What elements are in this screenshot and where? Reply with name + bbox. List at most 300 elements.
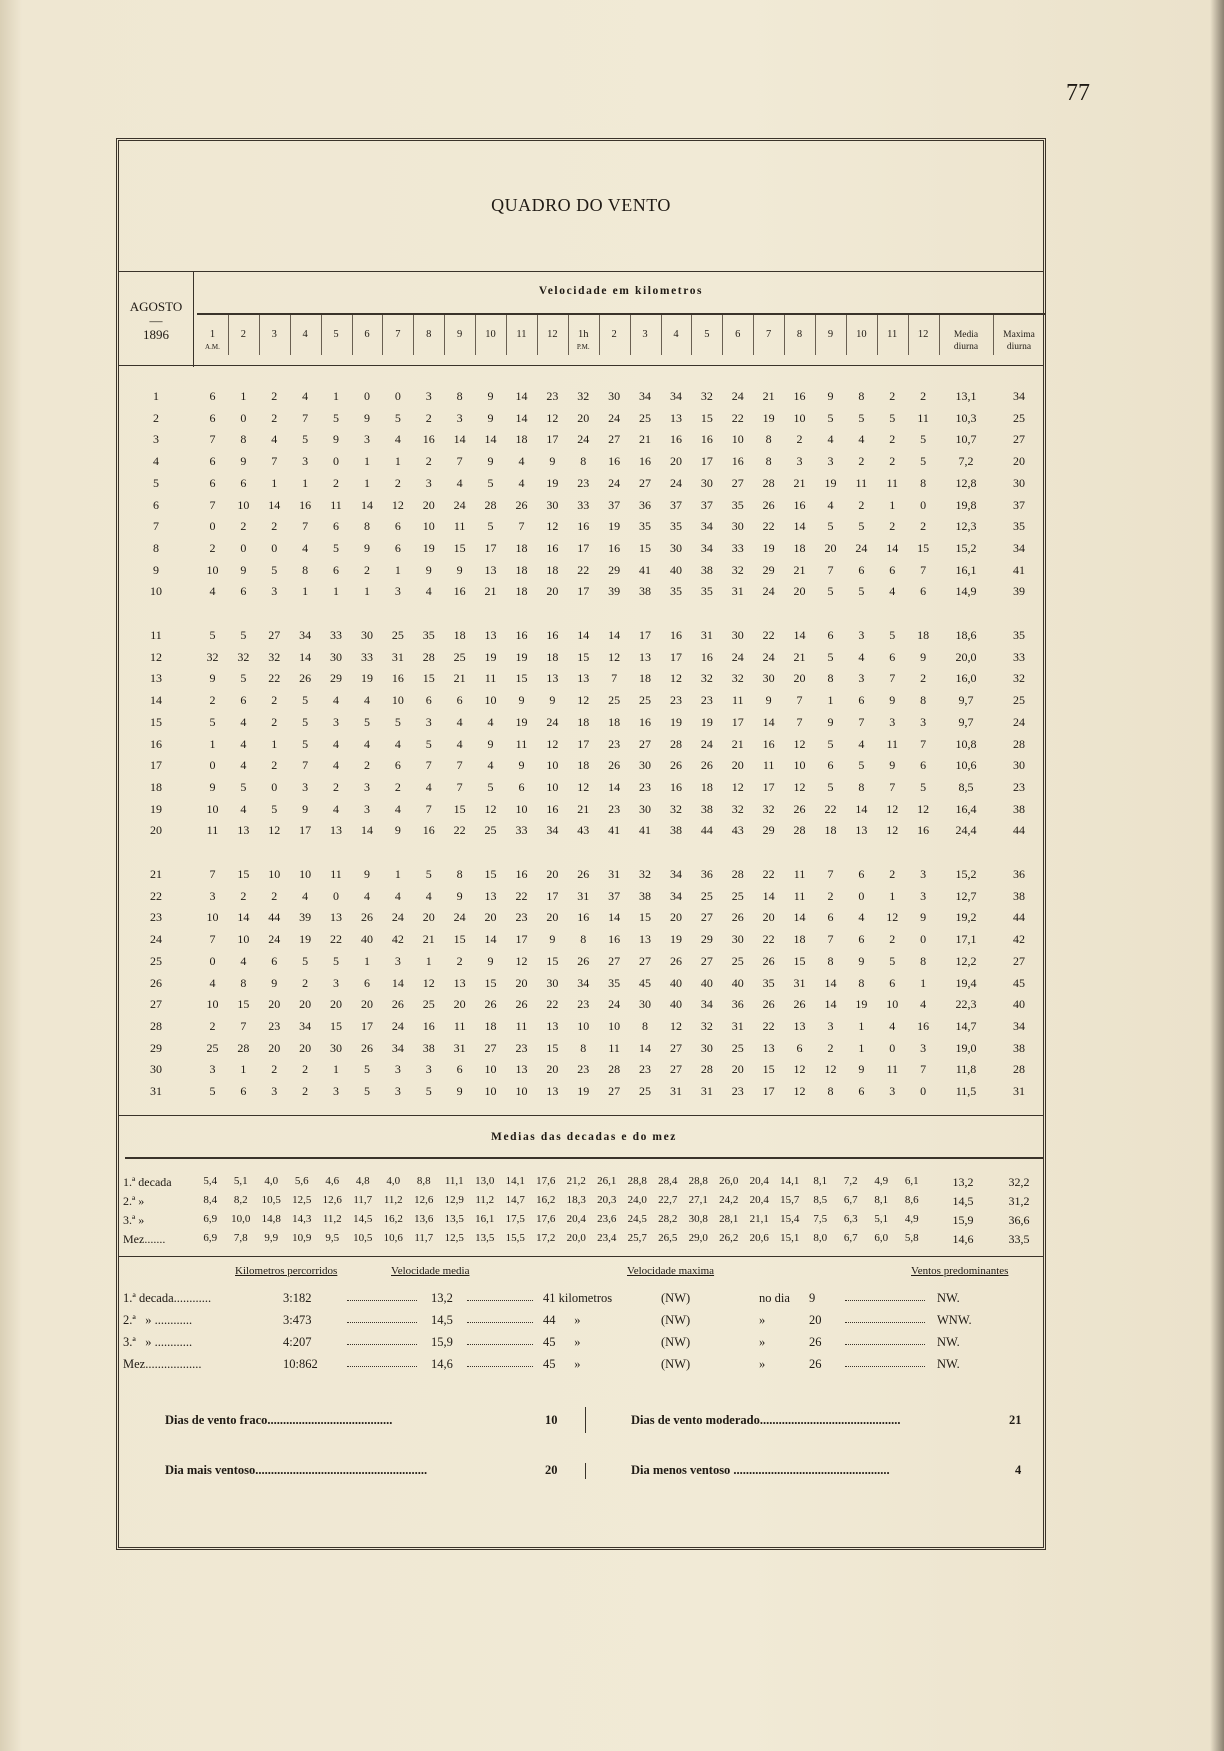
table-cell: 41 bbox=[639, 562, 652, 577]
table-cell: 5 bbox=[209, 1084, 216, 1098]
table-cell: 16,1 bbox=[955, 562, 977, 577]
table-cell: 4 bbox=[394, 432, 401, 447]
table-cell: 34 bbox=[546, 823, 559, 838]
day-number: 25 bbox=[150, 953, 162, 968]
means-cell: 17,6 bbox=[536, 1175, 556, 1187]
table-cell: 10 bbox=[793, 410, 806, 425]
means-cell: 6,0 bbox=[874, 1232, 889, 1244]
table-cell: 7 bbox=[796, 693, 803, 708]
table-cell: 23 bbox=[669, 693, 682, 708]
table-row bbox=[119, 454, 1043, 474]
table-row bbox=[119, 671, 1043, 691]
table-cell: 18 bbox=[577, 714, 590, 729]
table-cell: 11 bbox=[886, 475, 899, 490]
table-cell: 10 bbox=[546, 779, 559, 794]
table-cell: 11 bbox=[731, 693, 744, 708]
summary-wind: NW. bbox=[937, 1335, 960, 1349]
table-cell: 12,3 bbox=[955, 519, 977, 534]
table-cell: 30 bbox=[360, 628, 373, 642]
table-cell: 2 bbox=[209, 540, 216, 555]
column-rule bbox=[661, 315, 662, 355]
table-cell: 3 bbox=[209, 888, 216, 903]
table-row bbox=[119, 910, 1043, 930]
weak-wind-days-value: 10 bbox=[545, 1413, 558, 1427]
hour-header bbox=[537, 329, 568, 341]
table-cell: 38 bbox=[1013, 888, 1025, 903]
table-cell: 14 bbox=[886, 540, 899, 555]
day-number: 13 bbox=[150, 671, 162, 686]
table-cell: 33 bbox=[1013, 649, 1025, 664]
table-cell: 26 bbox=[515, 497, 528, 512]
day-number: 23 bbox=[150, 910, 162, 925]
table-cell: 13 bbox=[484, 888, 497, 903]
means-cell: 14,5 bbox=[952, 1194, 974, 1208]
means-cell: 14,3 bbox=[292, 1213, 312, 1225]
table-cell: 16 bbox=[639, 714, 652, 729]
means-cell: 5,4 bbox=[203, 1175, 218, 1187]
table-cell: 19 bbox=[824, 475, 837, 490]
table-cell: 6 bbox=[333, 562, 340, 577]
hour-header bbox=[630, 329, 661, 341]
means-cell: 10,5 bbox=[261, 1194, 281, 1206]
table-cell: 1 bbox=[302, 584, 309, 599]
table-cell: 2 bbox=[920, 671, 927, 686]
table-cell: 25 bbox=[700, 888, 713, 903]
dot-leader bbox=[347, 1344, 417, 1345]
means-cell: 6,7 bbox=[843, 1194, 858, 1206]
table-cell: 4 bbox=[889, 584, 896, 599]
means-cell: 13,2 bbox=[952, 1175, 974, 1189]
table-cell: 25 bbox=[1013, 410, 1025, 425]
table-cell: 13 bbox=[484, 628, 497, 642]
table-cell: 44 bbox=[268, 910, 281, 925]
day-number: 14 bbox=[150, 693, 162, 708]
table-cell: 6 bbox=[796, 1040, 803, 1055]
hour-header-label: 3 bbox=[642, 329, 648, 340]
table-cell: 2 bbox=[920, 389, 927, 403]
table-cell: 25 bbox=[391, 628, 404, 642]
table-cell: 16 bbox=[793, 389, 806, 403]
summary-label: Mez.................. bbox=[123, 1357, 202, 1371]
means-cell: 10,9 bbox=[292, 1232, 312, 1244]
dot-leader bbox=[467, 1300, 533, 1301]
table-cell: 3 bbox=[889, 1084, 896, 1098]
rule bbox=[119, 1256, 1043, 1257]
table-cell: 20 bbox=[453, 997, 466, 1012]
table-cell: 17 bbox=[546, 888, 559, 903]
table-cell: 10 bbox=[577, 1018, 590, 1033]
table-cell: 36 bbox=[1013, 867, 1025, 881]
table-cell: 18 bbox=[917, 628, 930, 642]
table-cell: 15 bbox=[484, 867, 497, 881]
hour-header-label: 11 bbox=[887, 329, 898, 340]
table-cell: 13 bbox=[484, 562, 497, 577]
hour-header bbox=[290, 329, 321, 341]
day-number: 15 bbox=[150, 714, 162, 729]
hour-header bbox=[352, 329, 383, 341]
summary-day-label: » bbox=[759, 1335, 766, 1349]
table-cell: 5 bbox=[889, 628, 896, 642]
table-cell: 10 bbox=[484, 693, 497, 708]
table-cell: 16 bbox=[577, 519, 590, 534]
means-cell: 23,6 bbox=[597, 1213, 617, 1225]
winds-header: Ventos predominantes bbox=[911, 1265, 1009, 1277]
means-cell: 32,2 bbox=[1008, 1175, 1030, 1189]
table-cell: 24 bbox=[762, 649, 775, 664]
table-cell: 3 bbox=[827, 454, 834, 469]
table-cell: 2 bbox=[271, 1062, 278, 1077]
column-rule bbox=[352, 315, 353, 355]
table-cell: 11 bbox=[453, 1018, 466, 1033]
table-cell: 0 bbox=[209, 758, 216, 773]
table-cell: 16 bbox=[453, 584, 466, 599]
table-cell: 2 bbox=[240, 519, 247, 534]
hour-header-label: 12 bbox=[547, 329, 558, 340]
table-cell: 6 bbox=[858, 932, 865, 947]
table-cell: 30 bbox=[669, 540, 682, 555]
table-cell: 6 bbox=[920, 758, 927, 773]
table-cell: 4 bbox=[302, 888, 309, 903]
means-cell: 11,2 bbox=[383, 1194, 403, 1206]
table-cell: 25 bbox=[1013, 693, 1025, 708]
table-cell: 4 bbox=[889, 1018, 896, 1033]
table-cell: 10 bbox=[422, 519, 435, 534]
table-cell: 1 bbox=[240, 1062, 247, 1077]
hour-header bbox=[259, 329, 290, 341]
table-cell: 12 bbox=[608, 649, 621, 664]
table-cell: 30 bbox=[731, 628, 744, 642]
table-cell: 40 bbox=[360, 932, 373, 947]
table-cell: 6 bbox=[209, 410, 216, 425]
table-cell: 15 bbox=[700, 410, 713, 425]
table-cell: 26 bbox=[669, 758, 682, 773]
day-number: 18 bbox=[150, 779, 162, 794]
table-cell: 26 bbox=[299, 671, 312, 686]
table-cell: 31 bbox=[391, 649, 404, 664]
table-row bbox=[119, 1062, 1043, 1082]
table-cell: 12 bbox=[824, 1062, 837, 1077]
rule bbox=[119, 271, 1043, 272]
table-cell: 15 bbox=[546, 953, 559, 968]
means-cell: 20,4 bbox=[749, 1175, 769, 1187]
table-cell: 2 bbox=[302, 1062, 309, 1077]
table-cell: 26 bbox=[762, 997, 775, 1012]
table-cell: 6 bbox=[240, 1084, 247, 1098]
table-cell: 10 bbox=[886, 997, 899, 1012]
table-cell: 20 bbox=[546, 584, 559, 599]
table-row bbox=[119, 867, 1043, 887]
table-cell: 20 bbox=[484, 910, 497, 925]
table-cell: 4 bbox=[333, 758, 340, 773]
table-cell: 10 bbox=[515, 1084, 528, 1098]
table-cell: 17 bbox=[731, 714, 744, 729]
table-cell: 35 bbox=[762, 975, 775, 990]
table-cell: 4 bbox=[858, 432, 865, 447]
day-number: 10 bbox=[150, 584, 162, 599]
table-cell: 15 bbox=[515, 671, 528, 686]
table-cell: 7 bbox=[240, 1018, 247, 1033]
table-cell: 9 bbox=[363, 540, 370, 555]
column-rule bbox=[722, 315, 723, 355]
table-cell: 21 bbox=[639, 432, 652, 447]
means-cell: 12,5 bbox=[444, 1232, 464, 1244]
table-cell: 14 bbox=[515, 389, 528, 403]
table-cell: 9 bbox=[487, 389, 494, 403]
means-cell: 6,9 bbox=[203, 1213, 218, 1225]
means-label: 3.ª » bbox=[123, 1213, 145, 1227]
means-cell: 26,2 bbox=[719, 1232, 739, 1244]
table-cell: 10 bbox=[515, 801, 528, 816]
table-cell: 3 bbox=[456, 410, 463, 425]
table-cell: 2 bbox=[302, 975, 309, 990]
summary-wind: WNW. bbox=[937, 1313, 972, 1327]
least-windy-day-value: 4 bbox=[1015, 1463, 1022, 1477]
table-cell: 16 bbox=[546, 628, 559, 642]
table-cell: 2 bbox=[394, 779, 401, 794]
table-row bbox=[119, 758, 1043, 778]
column-rule bbox=[506, 315, 507, 355]
means-cell: 23,4 bbox=[597, 1232, 617, 1244]
table-cell: 26 bbox=[669, 953, 682, 968]
table-cell: 26 bbox=[793, 801, 806, 816]
table-cell: 18 bbox=[515, 432, 528, 447]
hour-header-label: 9 bbox=[457, 329, 463, 340]
day-number: 8 bbox=[153, 540, 159, 555]
table-cell: 11 bbox=[330, 497, 342, 512]
means-cell: 10,6 bbox=[383, 1232, 403, 1244]
table-cell: 26 bbox=[360, 1040, 373, 1055]
table-cell: 7 bbox=[425, 801, 432, 816]
table-cell: 35 bbox=[669, 584, 682, 599]
column-rule bbox=[846, 315, 847, 355]
month-dash: — bbox=[149, 313, 163, 328]
table-cell: 11 bbox=[515, 1018, 528, 1033]
table-cell: 2 bbox=[271, 888, 278, 903]
table-cell: 10 bbox=[484, 1084, 497, 1098]
table-cell: 1 bbox=[333, 584, 340, 599]
means-cell: 8,1 bbox=[813, 1175, 828, 1187]
table-row bbox=[119, 411, 1043, 431]
table-cell: 31 bbox=[793, 975, 806, 990]
table-cell: 30 bbox=[639, 801, 652, 816]
table-cell: 13 bbox=[515, 1062, 528, 1077]
table-cell: 15 bbox=[762, 1062, 775, 1077]
table-cell: 2 bbox=[363, 758, 370, 773]
least-windy-day-label: Dia menos ventoso .................................................. bbox=[631, 1463, 890, 1477]
table-row bbox=[119, 693, 1043, 713]
hour-header-label: 2 bbox=[240, 329, 246, 340]
table-cell: 6 bbox=[209, 389, 216, 403]
table-cell: 19,2 bbox=[955, 910, 977, 925]
table-cell: 6 bbox=[827, 758, 834, 773]
table-cell: 4 bbox=[209, 975, 216, 990]
table-cell: 13 bbox=[639, 932, 652, 947]
table-cell: 12 bbox=[577, 693, 590, 708]
table-cell: 5 bbox=[827, 410, 834, 425]
means-cell: 13,0 bbox=[475, 1175, 495, 1187]
table-cell: 32 bbox=[206, 649, 219, 664]
hour-header-label: 4 bbox=[673, 329, 679, 340]
table-cell: 24 bbox=[391, 1018, 404, 1033]
table-cell: 21 bbox=[793, 649, 806, 664]
summary-dir: (NW) bbox=[661, 1357, 691, 1371]
table-cell: 10 bbox=[206, 801, 219, 816]
table-cell: 29 bbox=[700, 932, 713, 947]
means-cell: 20,4 bbox=[566, 1213, 586, 1225]
means-cell: 13,6 bbox=[414, 1213, 434, 1225]
table-cell: 2 bbox=[889, 454, 896, 469]
table-cell: 9 bbox=[456, 888, 463, 903]
table-cell: 1 bbox=[271, 736, 278, 751]
table-cell: 25 bbox=[639, 410, 652, 425]
table-row bbox=[119, 519, 1043, 539]
table-cell: 20,0 bbox=[955, 649, 977, 664]
summary-row bbox=[119, 1291, 1043, 1311]
dot-leader bbox=[467, 1322, 533, 1323]
hour-header-label: 5 bbox=[333, 329, 339, 340]
table-cell: 8 bbox=[580, 932, 587, 947]
table-cell: 40 bbox=[669, 562, 682, 577]
means-row bbox=[119, 1232, 1043, 1250]
table-cell: 5 bbox=[302, 736, 309, 751]
day-number: 28 bbox=[150, 1018, 162, 1033]
means-cell: 15,5 bbox=[505, 1232, 525, 1244]
table-cell: 1 bbox=[271, 475, 278, 490]
table-cell: 26 bbox=[391, 997, 404, 1012]
table-cell: 21 bbox=[453, 671, 466, 686]
table-cell: 30 bbox=[762, 671, 775, 686]
means-cell: 8,1 bbox=[874, 1194, 889, 1206]
table-cell: 24 bbox=[731, 649, 744, 664]
table-cell: 3 bbox=[920, 888, 927, 903]
table-cell: 28 bbox=[1013, 736, 1025, 751]
table-cell: 9 bbox=[858, 953, 865, 968]
table-cell: 39 bbox=[1013, 584, 1025, 599]
means-cell: 8,4 bbox=[203, 1194, 218, 1206]
table-cell: 18 bbox=[824, 823, 837, 838]
table-cell: 15 bbox=[330, 1018, 343, 1033]
table-cell: 30 bbox=[700, 475, 713, 490]
table-cell: 31 bbox=[731, 1018, 744, 1033]
table-cell: 38 bbox=[1013, 801, 1025, 816]
hour-header-label: Maxima bbox=[1003, 330, 1035, 340]
table-cell: 24 bbox=[453, 497, 466, 512]
table-cell: 16 bbox=[762, 736, 775, 751]
table-cell: 11 bbox=[515, 736, 528, 751]
means-cell: 24,2 bbox=[719, 1194, 739, 1206]
table-cell: 4 bbox=[920, 997, 927, 1012]
table-cell: 13 bbox=[762, 1040, 775, 1055]
table-cell: 28 bbox=[731, 867, 744, 881]
table-cell: 9 bbox=[827, 714, 834, 729]
table-cell: 23 bbox=[515, 1040, 528, 1055]
table-cell: 8 bbox=[858, 779, 865, 794]
table-cell: 34 bbox=[669, 867, 682, 881]
table-cell: 13 bbox=[855, 823, 868, 838]
table-cell: 2 bbox=[889, 867, 896, 881]
table-cell: 7 bbox=[796, 714, 803, 729]
means-cell: 9,9 bbox=[264, 1232, 279, 1244]
table-cell: 30 bbox=[1013, 758, 1025, 773]
means-cell: 25,7 bbox=[627, 1232, 647, 1244]
table-cell: 5 bbox=[333, 953, 340, 968]
table-cell: 21 bbox=[484, 584, 497, 599]
means-cell: 33,5 bbox=[1008, 1232, 1030, 1246]
table-cell: 20 bbox=[669, 454, 682, 469]
hour-header bbox=[908, 329, 939, 341]
summary-max: 44 » bbox=[543, 1313, 581, 1327]
table-cell: 10 bbox=[299, 867, 312, 881]
table-cell: 5 bbox=[425, 736, 432, 751]
table-cell: 6 bbox=[827, 910, 834, 925]
table-cell: 14 bbox=[453, 432, 466, 447]
table-cell: 21 bbox=[793, 562, 806, 577]
table-cell: 20 bbox=[515, 975, 528, 990]
mean-velocity-header: Velocidade media bbox=[391, 1265, 470, 1277]
means-caption: Medias das decadas e do mez bbox=[491, 1131, 677, 1143]
table-cell: 9 bbox=[363, 410, 370, 425]
table-cell: 30 bbox=[731, 519, 744, 534]
table-cell: 2 bbox=[209, 693, 216, 708]
table-row bbox=[119, 1019, 1043, 1039]
table-cell: 9 bbox=[487, 736, 494, 751]
table-cell: 6 bbox=[425, 693, 432, 708]
table-cell: 6 bbox=[889, 562, 896, 577]
means-cell: 14,5 bbox=[353, 1213, 373, 1225]
table-cell: 2 bbox=[209, 1018, 216, 1033]
table-cell: 23 bbox=[608, 801, 621, 816]
table-cell: 24 bbox=[608, 997, 621, 1012]
table-cell: 4 bbox=[858, 649, 865, 664]
table-cell: 38 bbox=[639, 888, 652, 903]
table-cell: 31 bbox=[669, 1084, 682, 1098]
table-cell: 1 bbox=[827, 693, 834, 708]
table-cell: 17 bbox=[577, 540, 590, 555]
table-cell: 4 bbox=[302, 389, 309, 403]
means-cell: 6,7 bbox=[843, 1232, 858, 1244]
table-cell: 13 bbox=[453, 975, 466, 990]
table-cell: 1 bbox=[394, 562, 401, 577]
table-cell: 29 bbox=[762, 562, 775, 577]
table-cell: 5 bbox=[889, 953, 896, 968]
dot-leader bbox=[347, 1322, 417, 1323]
table-cell: 5 bbox=[827, 519, 834, 534]
table-cell: 9 bbox=[333, 432, 340, 447]
table-cell: 25 bbox=[731, 953, 744, 968]
hour-header bbox=[939, 329, 993, 353]
table-cell: 11 bbox=[608, 1040, 620, 1055]
table-cell: 27 bbox=[669, 1040, 682, 1055]
table-cell: 8 bbox=[765, 454, 772, 469]
table-cell: 1 bbox=[363, 584, 370, 599]
hour-header-sub: A.M. bbox=[205, 343, 220, 351]
table-cell: 32 bbox=[639, 867, 652, 881]
table-cell: 27 bbox=[608, 953, 621, 968]
table-cell: 13 bbox=[546, 1084, 559, 1098]
table-cell: 33 bbox=[577, 497, 590, 512]
table-cell: 28 bbox=[608, 1062, 621, 1077]
table-cell: 5 bbox=[827, 584, 834, 599]
table-cell: 23 bbox=[1013, 779, 1025, 794]
dot-leader bbox=[467, 1366, 533, 1367]
table-cell: 8 bbox=[302, 562, 309, 577]
table-cell: 2 bbox=[271, 714, 278, 729]
table-cell: 16 bbox=[669, 432, 682, 447]
table-cell: 26 bbox=[731, 910, 744, 925]
table-cell: 27 bbox=[484, 1040, 497, 1055]
table-cell: 42 bbox=[391, 932, 404, 947]
hour-header-label: 1 bbox=[209, 329, 216, 340]
